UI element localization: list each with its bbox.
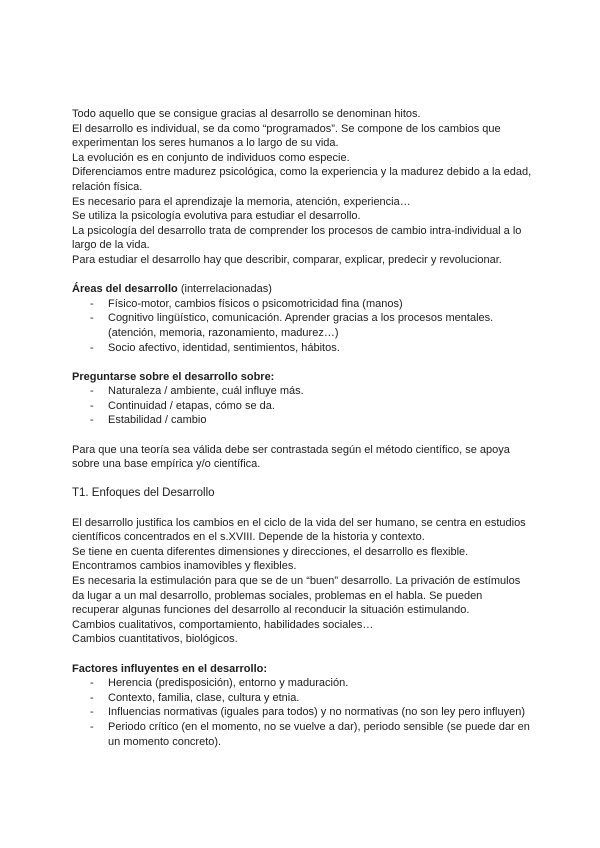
intro-paragraph: El desarrollo es individual, se da como “programados”. Se compone de los cambios que experimentan los seres humanos a lo largo de su vida. xyxy=(72,122,501,150)
areas-heading-note: (interrelacionadas) xyxy=(177,283,272,296)
intro-paragraph: Todo aquello que se consigue gracias al desarrollo se denominan hitos. xyxy=(72,108,421,120)
list-item: - Socio afectivo, identidad, sentimientos, hábitos. xyxy=(72,341,532,356)
intro-paragraph: Diferenciamos entre madurez psicológica, como la experiencia y la madurez debido a la edad, relación física. xyxy=(72,166,532,193)
t1-paragraph: Cambios cuantitativos, biológicos. xyxy=(72,633,238,646)
areas-list xyxy=(72,297,532,355)
list-item: - Continuidad / etapas, cómo se da. xyxy=(72,399,532,414)
t1-paragraph: Encontramos cambios inamovibles y flexibles. xyxy=(72,560,297,573)
t1-paragraph: El desarrollo justifica los cambios en el ciclo de la vida del ser humano, se centra en estudios científicos concentrados en el s.XVIII. Depende de la historia y contexto. xyxy=(72,516,526,544)
list-item: - Físico-motor, cambios físicos o psicomotricidad fina (manos) xyxy=(72,297,532,312)
list-item: - Estabilidad / cambio xyxy=(72,413,532,428)
spacer xyxy=(72,647,532,662)
spacer xyxy=(72,501,532,516)
list-item: - Contexto, familia, clase, cultura y etnia. xyxy=(72,691,532,706)
spacer xyxy=(72,472,532,487)
areas-heading xyxy=(72,282,532,297)
section-title-t1: T1. Enfoques del Desarrollo xyxy=(72,487,215,500)
factors-list xyxy=(72,676,532,749)
list-item: - Naturaleza / ambiente, cuál influye más. xyxy=(72,384,532,399)
t1-paragraph: Se tiene en cuenta diferentes dimensiones y direcciones, el desarrollo es flexible. xyxy=(72,545,469,558)
intro-paragraph: La evolución es en conjunto de individuos como especie. xyxy=(72,151,350,164)
intro-paragraph: Es necesario para el aprendizaje la memoria, atención, experiencia… xyxy=(72,195,411,208)
intro-paragraph: Se utiliza la psicología evolutiva para estudiar el desarrollo. xyxy=(72,210,361,223)
intro-paragraph: Para estudiar el desarrollo hay que describir, comparar, explicar, predecir y revolucionar. xyxy=(72,253,502,266)
list-item: - Herencia (predisposición), entorno y maduración. xyxy=(72,676,532,691)
factors-heading: Factores influyentes en el desarrollo: xyxy=(72,662,268,675)
list-item: - Periodo crítico (en el momento, no se vuelve a dar), periodo sensible (se puede dar en un momento concreto). xyxy=(72,720,532,749)
spacer xyxy=(72,428,532,443)
spacer xyxy=(72,355,532,370)
questions-list xyxy=(72,384,532,428)
list-item: - Cognitivo lingüístico, comunicación. Aprender gracias a los procesos mentales. (atención, memoria, razonamiento, madurez…) xyxy=(72,311,532,340)
document-body xyxy=(72,107,532,749)
t1-paragraph: Es necesaria la estimulación para que se de un “buen” desarrollo. La privación de estímulos da lugar a un mal desarrollo, problemas sociales, problemas en el habla. Se pueden recuperar algunas funciones del desarrollo al reconducir la situación estimulando. xyxy=(72,575,521,617)
t1-paragraph: Cambios cualitativos, comportamiento, habilidades sociales… xyxy=(72,618,374,631)
list-item: - Influencias normativas (iguales para todos) y no normativas (no son ley pero influyen) xyxy=(72,705,532,720)
spacer xyxy=(72,268,532,283)
areas-heading-bold: Áreas del desarrollo xyxy=(72,283,178,296)
intro-paragraph: La psicología del desarrollo trata de comprender los procesos de cambio intra-individual a lo largo de la vida. xyxy=(72,224,522,252)
questions-heading: Preguntarse sobre el desarrollo sobre: xyxy=(72,370,275,383)
theory-paragraph: Para que una teoría sea válida debe ser contrastada según el método científico, se apoya sobre una base empírica y/o científica. xyxy=(72,443,510,471)
